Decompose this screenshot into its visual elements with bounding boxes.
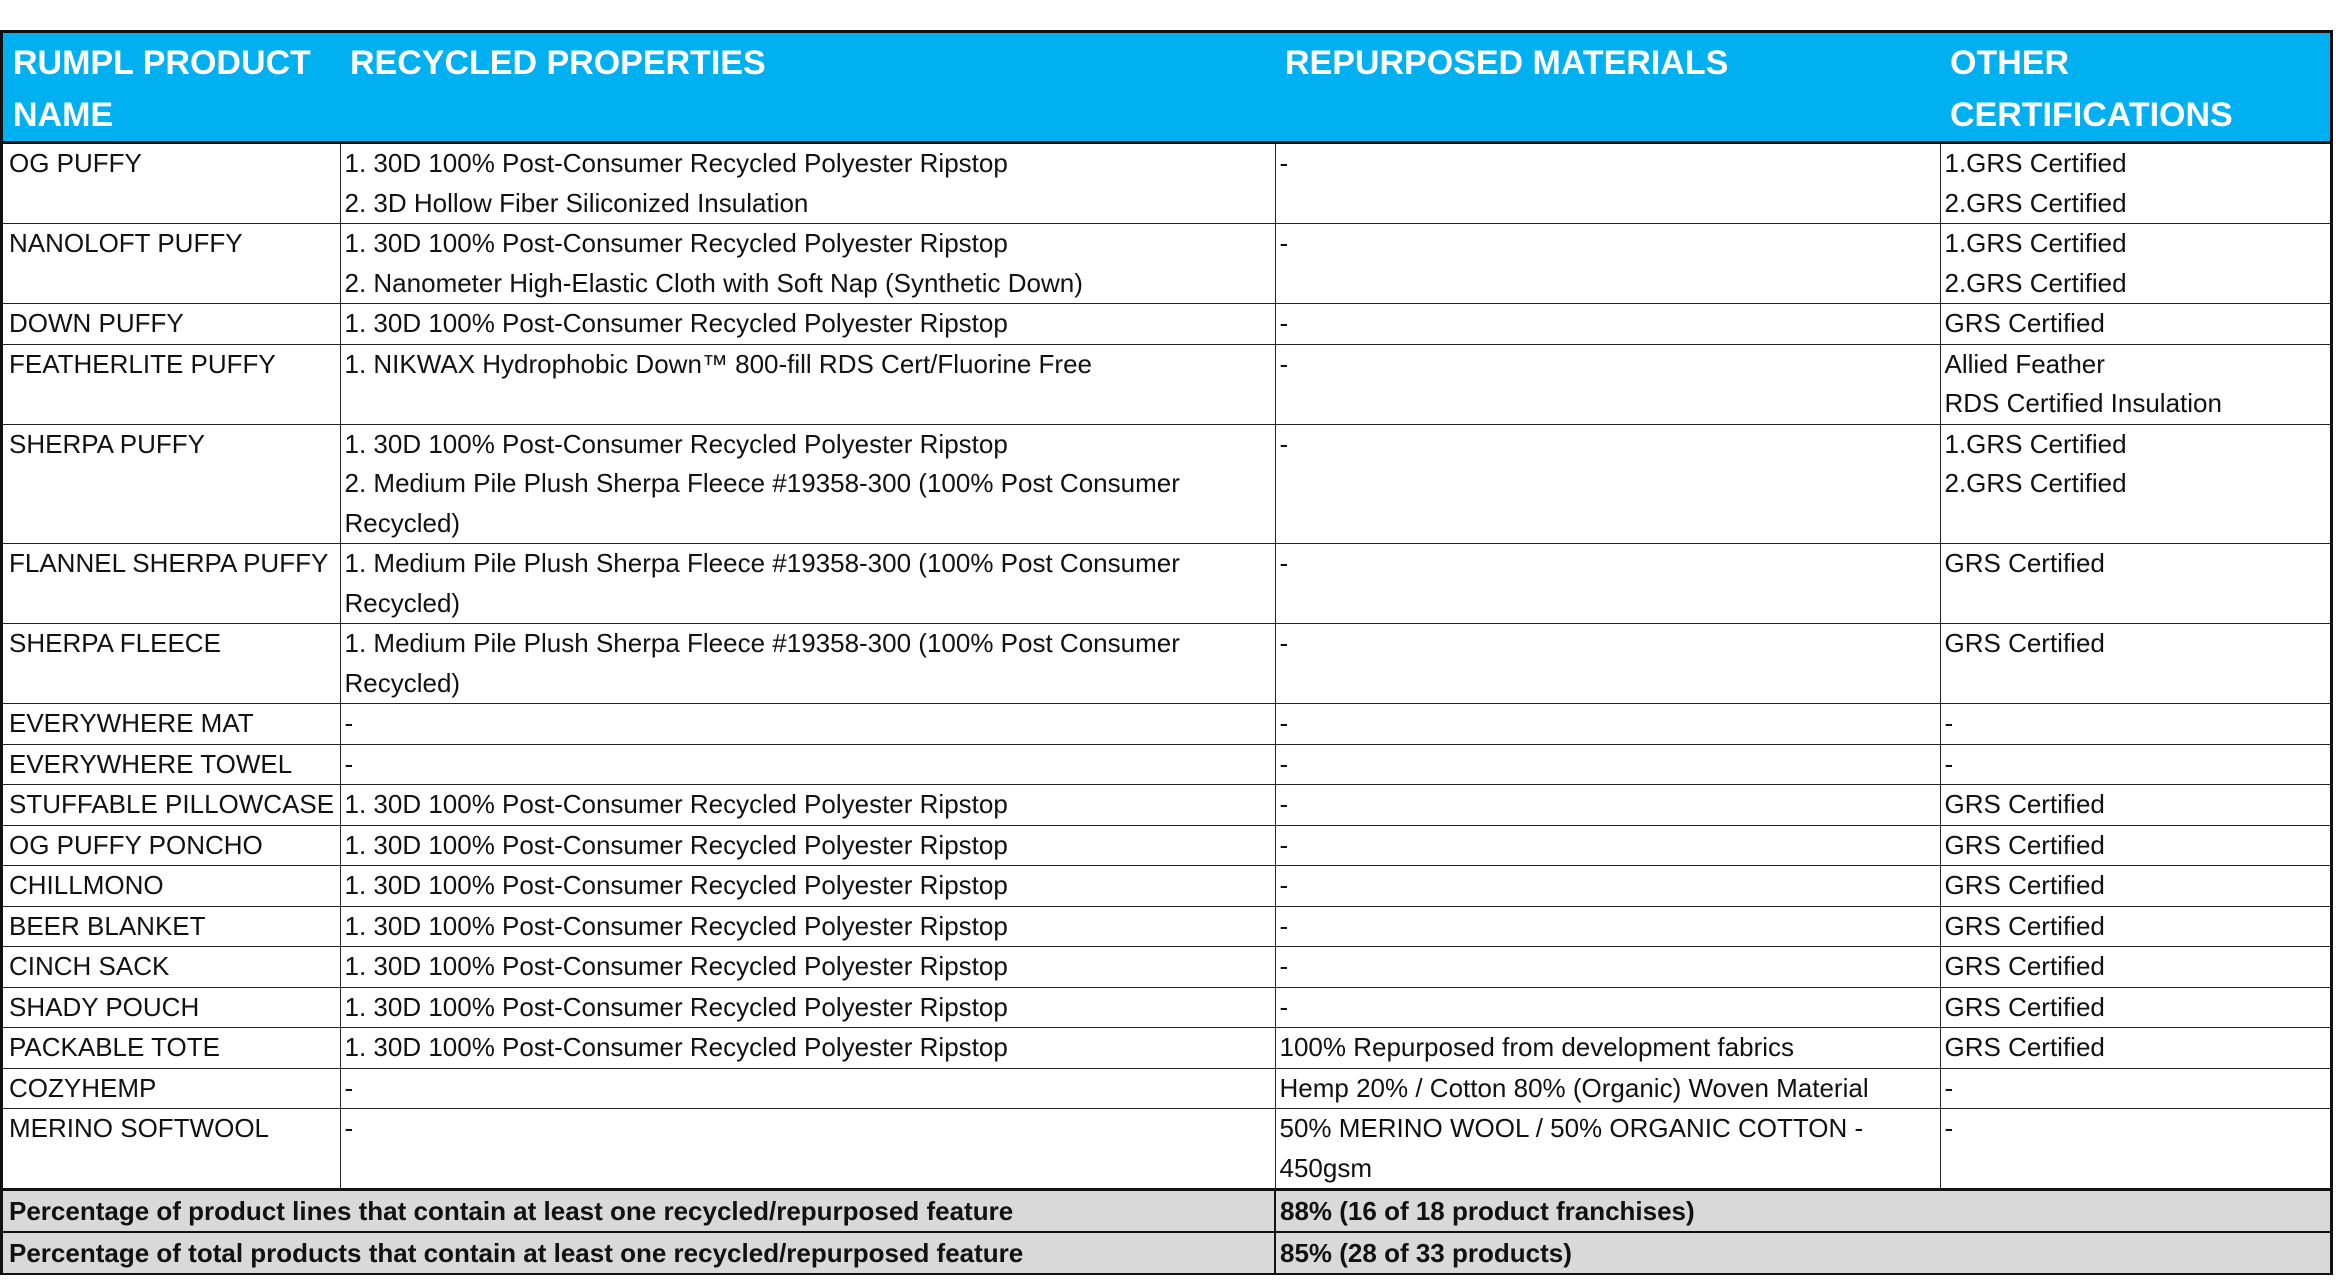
cell-product-name[interactable]: SHADY POUCH: [3, 987, 340, 1028]
cell-repurposed-materials[interactable]: [1275, 785, 1940, 826]
cell-text-line: -: [1279, 308, 1289, 338]
cell-text-line: -: [1279, 829, 1289, 860]
cell-text-line: 1. 30D 100% Post-Consumer Recycled Polyester Ripstop: [344, 789, 1008, 819]
header-row: [3, 33, 2330, 143]
cell-other-certifications[interactable]: [1940, 825, 2330, 866]
cell-text-line: -: [1944, 708, 1954, 738]
cell-text-line: 1.GRS Certified: [1944, 428, 2127, 459]
cell-text-line: 1. 30D 100% Post-Consumer Recycled Polyester Ripstop: [344, 1032, 1008, 1062]
table-row: [3, 906, 2330, 947]
cell-text-line: -: [1279, 708, 1289, 738]
cell-other-certifications[interactable]: [1940, 304, 2330, 345]
cell-recycled-properties[interactable]: [340, 785, 1275, 826]
cell-recycled-properties[interactable]: [340, 143, 1275, 224]
cell-text-line: Recycled): [344, 667, 461, 698]
cell-recycled-properties[interactable]: [340, 1068, 1275, 1109]
cell-other-certifications[interactable]: [1940, 143, 2330, 224]
table-row: [3, 624, 2330, 704]
cell-product-name[interactable]: EVERYWHERE MAT: [3, 704, 340, 745]
cell-other-certifications[interactable]: [1940, 224, 2330, 304]
cell-repurposed-materials[interactable]: [1275, 987, 1940, 1028]
cell-text-line: RDS Certified Insulation: [1944, 388, 2222, 418]
cell-text-line: -: [344, 748, 354, 779]
cell-product-name[interactable]: NANOLOFT PUFFY: [3, 224, 340, 304]
summary-value[interactable]: 85% (28 of 33 products): [1275, 1232, 2330, 1274]
cell-text-line: 2.GRS Certified: [1944, 468, 2127, 498]
cell-repurposed-materials[interactable]: [1275, 424, 1940, 544]
header-repurposed-materials[interactable]: REPURPOSED MATERIALS: [1275, 33, 1940, 143]
table-row: [3, 785, 2330, 826]
cell-product-name[interactable]: OG PUFFY: [3, 143, 340, 224]
cell-repurposed-materials[interactable]: [1275, 344, 1940, 424]
table-row: [3, 825, 2330, 866]
cell-other-certifications[interactable]: [1940, 344, 2330, 424]
table-body: [3, 143, 2330, 1275]
table-row: [3, 224, 2330, 304]
cell-other-certifications[interactable]: [1940, 906, 2330, 947]
table-row: [3, 1109, 2330, 1190]
cell-product-name[interactable]: OG PUFFY PONCHO: [3, 825, 340, 866]
cell-repurposed-materials[interactable]: [1275, 1109, 1940, 1190]
cell-text-line: GRS Certified: [1944, 308, 2105, 338]
product-table: [3, 33, 2330, 1275]
cell-text-line: 1. 30D 100% Post-Consumer Recycled Polyester Ripstop: [344, 991, 1008, 1022]
cell-recycled-properties[interactable]: [340, 704, 1275, 745]
cell-recycled-properties[interactable]: [340, 906, 1275, 947]
cell-other-certifications[interactable]: [1940, 1028, 2330, 1069]
cell-recycled-properties[interactable]: [340, 1109, 1275, 1190]
header-product-name[interactable]: RUMPL PRODUCT NAME: [3, 33, 340, 143]
cell-text-line: -: [1279, 910, 1289, 941]
cell-repurposed-materials[interactable]: [1275, 143, 1940, 224]
cell-text-line: 1. 30D 100% Post-Consumer Recycled Polyester Ripstop: [344, 829, 1008, 860]
cell-recycled-properties[interactable]: [340, 866, 1275, 907]
cell-text-line: GRS Certified: [1944, 870, 2105, 900]
cell-text-line: 2. 3D Hollow Fiber Siliconized Insulation: [344, 187, 809, 218]
cell-repurposed-materials[interactable]: [1275, 1028, 1940, 1069]
cell-product-name[interactable]: FEATHERLITE PUFFY: [3, 344, 340, 424]
cell-text-line: -: [1279, 748, 1289, 779]
cell-text-line: 1.GRS Certified: [1944, 228, 2127, 258]
summary-row: [3, 1232, 2330, 1274]
cell-other-certifications[interactable]: [1940, 987, 2330, 1028]
cell-recycled-properties[interactable]: [340, 344, 1275, 424]
cell-other-certifications[interactable]: [1940, 947, 2330, 988]
cell-other-certifications[interactable]: [1940, 544, 2330, 624]
cell-product-name[interactable]: MERINO SOFTWOOL: [3, 1109, 340, 1190]
cell-text-line: 1. Medium Pile Plush Sherpa Fleece #19358-300 (100% Post Consumer: [344, 628, 1180, 658]
cell-repurposed-materials[interactable]: [1275, 744, 1940, 785]
table-row: [3, 704, 2330, 745]
cell-text-line: -: [1279, 628, 1289, 658]
cell-text-line: -: [1279, 148, 1289, 178]
cell-product-name[interactable]: DOWN PUFFY: [3, 304, 340, 345]
table-row: [3, 424, 2330, 544]
cell-text-line: -: [344, 1072, 354, 1103]
cell-product-name[interactable]: COZYHEMP: [3, 1068, 340, 1109]
table-row: [3, 143, 2330, 224]
cell-product-name[interactable]: BEER BLANKET: [3, 906, 340, 947]
cell-recycled-properties[interactable]: [340, 624, 1275, 704]
cell-repurposed-materials[interactable]: [1275, 947, 1940, 988]
cell-other-certifications[interactable]: [1940, 866, 2330, 907]
cell-text-line: 1. Medium Pile Plush Sherpa Fleece #19358-300 (100% Post Consumer: [344, 548, 1180, 578]
cell-other-certifications[interactable]: [1940, 704, 2330, 745]
cell-text-line: 2.GRS Certified: [1944, 267, 2127, 298]
cell-recycled-properties[interactable]: [340, 224, 1275, 304]
cell-text-line: 1. 30D 100% Post-Consumer Recycled Polyester Ripstop: [344, 308, 1008, 338]
cell-text-line: 1. NIKWAX Hydrophobic Down™ 800-fill RDS Cert/Fluorine Free: [344, 348, 1093, 379]
cell-other-certifications[interactable]: [1940, 424, 2330, 544]
cell-text-line: 450gsm: [1279, 1152, 1372, 1183]
spreadsheet-table-container: [0, 30, 2333, 1275]
cell-text-line: 1. 30D 100% Post-Consumer Recycled Polyester Ripstop: [344, 870, 1008, 900]
summary-label[interactable]: Percentage of total products that contain at least one recycled/repurposed feature: [3, 1232, 1275, 1274]
cell-text-line: 1. 30D 100% Post-Consumer Recycled Polyester Ripstop: [344, 951, 1008, 981]
cell-repurposed-materials[interactable]: [1275, 704, 1940, 745]
cell-product-name[interactable]: PACKABLE TOTE: [3, 1028, 340, 1069]
cell-repurposed-materials[interactable]: [1275, 304, 1940, 345]
cell-other-certifications[interactable]: [1940, 744, 2330, 785]
table-row: [3, 1028, 2330, 1069]
cell-repurposed-materials[interactable]: [1275, 906, 1940, 947]
cell-recycled-properties[interactable]: [340, 1028, 1275, 1069]
cell-repurposed-materials[interactable]: [1275, 1068, 1940, 1109]
cell-text-line: GRS Certified: [1944, 829, 2105, 860]
cell-recycled-properties[interactable]: [340, 987, 1275, 1028]
cell-text-line: 1.GRS Certified: [1944, 148, 2127, 178]
cell-text-line: -: [344, 708, 354, 738]
cell-text-line: 100% Repurposed from development fabrics: [1279, 1032, 1795, 1062]
cell-repurposed-materials[interactable]: [1275, 825, 1940, 866]
cell-text-line: 1. 30D 100% Post-Consumer Recycled Polyester Ripstop: [344, 910, 1008, 941]
cell-text-line: 2. Medium Pile Plush Sherpa Fleece #19358-300 (100% Post Consumer: [344, 468, 1180, 498]
cell-text-line: -: [1279, 870, 1289, 900]
cell-recycled-properties[interactable]: [340, 947, 1275, 988]
cell-product-name[interactable]: FLANNEL SHERPA PUFFY: [3, 544, 340, 624]
cell-text-line: -: [1279, 548, 1289, 578]
cell-text-line: GRS Certified: [1944, 991, 2105, 1022]
table-row: [3, 947, 2330, 988]
cell-recycled-properties[interactable]: [340, 424, 1275, 544]
cell-product-name[interactable]: CINCH SACK: [3, 947, 340, 988]
cell-product-name[interactable]: SHERPA PUFFY: [3, 424, 340, 544]
cell-text-line: 1. 30D 100% Post-Consumer Recycled Polyester Ripstop: [344, 148, 1008, 178]
table-row: [3, 987, 2330, 1028]
cell-repurposed-materials[interactable]: [1275, 544, 1940, 624]
cell-recycled-properties[interactable]: [340, 304, 1275, 345]
cell-text-line: Allied Feather: [1944, 348, 2105, 379]
cell-text-line: Hemp 20% / Cotton 80% (Organic) Woven Material: [1279, 1072, 1869, 1103]
cell-text-line: 2.GRS Certified: [1944, 187, 2127, 218]
cell-text-line: -: [1944, 1072, 1954, 1103]
cell-repurposed-materials[interactable]: [1275, 624, 1940, 704]
cell-text-line: -: [1279, 348, 1289, 379]
cell-other-certifications[interactable]: [1940, 785, 2330, 826]
cell-text-line: -: [1944, 1113, 1954, 1143]
cell-product-name[interactable]: CHILLMONO: [3, 866, 340, 907]
table-row: [3, 744, 2330, 785]
cell-product-name[interactable]: SHERPA FLEECE: [3, 624, 340, 704]
header-recycled-properties[interactable]: RECYCLED PROPERTIES: [340, 33, 1275, 143]
cell-text-line: Recycled): [344, 587, 461, 618]
cell-text-line: GRS Certified: [1944, 548, 2105, 578]
cell-recycled-properties[interactable]: [340, 825, 1275, 866]
cell-repurposed-materials[interactable]: [1275, 224, 1940, 304]
cell-other-certifications[interactable]: [1940, 624, 2330, 704]
cell-recycled-properties[interactable]: [340, 544, 1275, 624]
cell-other-certifications[interactable]: [1940, 1109, 2330, 1190]
summary-row: [3, 1190, 2330, 1233]
cell-repurposed-materials[interactable]: [1275, 866, 1940, 907]
cell-text-line: GRS Certified: [1944, 789, 2105, 819]
cell-text-line: 1. 30D 100% Post-Consumer Recycled Polyester Ripstop: [344, 228, 1008, 258]
table-row: [3, 344, 2330, 424]
cell-product-name[interactable]: EVERYWHERE TOWEL: [3, 744, 340, 785]
table-row: [3, 304, 2330, 345]
header-other-certifications[interactable]: OTHER CERTIFICATIONS: [1940, 33, 2330, 143]
cell-text-line: -: [344, 1113, 354, 1143]
cell-other-certifications[interactable]: [1940, 1068, 2330, 1109]
cell-text-line: -: [1279, 789, 1289, 819]
cell-text-line: -: [1279, 428, 1289, 459]
cell-text-line: -: [1279, 228, 1289, 258]
cell-product-name[interactable]: STUFFABLE PILLOWCASE: [3, 785, 340, 826]
summary-label[interactable]: Percentage of product lines that contain at least one recycled/repurposed feature: [3, 1190, 1275, 1233]
cell-text-line: 2. Nanometer High-Elastic Cloth with Soft Nap (Synthetic Down): [344, 267, 1083, 298]
summary-value[interactable]: 88% (16 of 18 product franchises): [1275, 1190, 2330, 1233]
cell-text-line: GRS Certified: [1944, 951, 2105, 981]
cell-text-line: -: [1944, 748, 1954, 779]
cell-text-line: -: [1279, 991, 1289, 1022]
table-row: [3, 1068, 2330, 1109]
cell-text-line: 50% MERINO WOOL / 50% ORGANIC COTTON -: [1279, 1113, 1864, 1143]
cell-text-line: GRS Certified: [1944, 1032, 2105, 1062]
table-row: [3, 866, 2330, 907]
cell-text-line: GRS Certified: [1944, 910, 2105, 941]
cell-text-line: GRS Certified: [1944, 628, 2105, 658]
cell-recycled-properties[interactable]: [340, 744, 1275, 785]
cell-text-line: 1. 30D 100% Post-Consumer Recycled Polyester Ripstop: [344, 428, 1008, 459]
cell-text-line: -: [1279, 951, 1289, 981]
table-row: [3, 544, 2330, 624]
cell-text-line: Recycled): [344, 507, 461, 538]
